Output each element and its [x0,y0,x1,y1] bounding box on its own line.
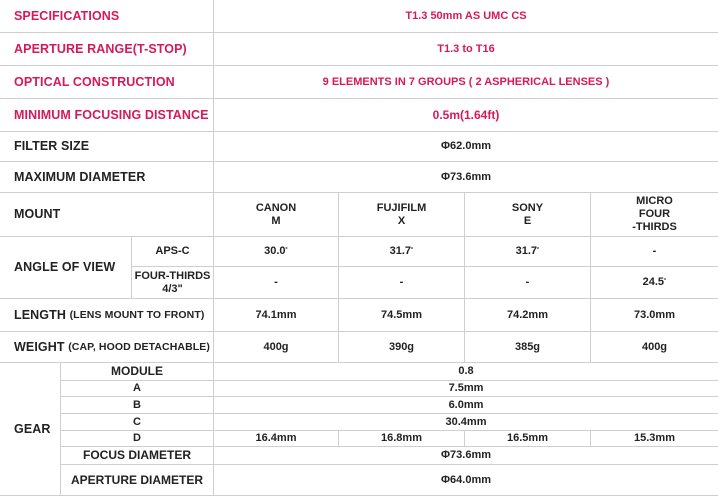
degree-mark: ˚ [285,248,288,255]
gear-module-value: 0.8 [458,365,474,377]
four-thirds-line: FOUR-THIRDS [134,269,211,282]
row-divider [0,495,718,496]
aov-apsc-fuji [339,237,464,266]
filter-size-value: Φ62.0mm [441,140,491,152]
aov-43-mft [591,267,718,298]
gear-d-canon: 16.4mm [255,432,297,444]
length-canon: 74.1mm [255,308,297,321]
focus-diameter-value: Φ73.6mm [441,449,491,461]
aov-apsc-sony [465,237,590,266]
degree-mark: ˚ [537,248,540,255]
aperture-range-label: APERTURE RANGE(T-STOP) [14,41,187,56]
specifications-label: SPECIFICATIONS [14,8,120,23]
degree-mark: ˚ [664,279,667,286]
weight-mft: 400g [641,340,668,353]
gear-d-label: D [133,432,141,444]
length-main: LENGTH [14,307,66,322]
min-focus-value: 0.5m(1.64ft) [432,107,500,122]
gear-c-label: C [133,415,141,428]
mount-sony-e [465,193,590,236]
length-mft: 73.0mm [634,308,675,321]
mount-micro-four-thirds [591,193,718,236]
aperture-diameter-value: Φ64.0mm [441,473,491,486]
mount-canon-m [214,193,338,236]
length-sub: (LENS MOUNT TO FRONT) [69,308,205,321]
aov-apsc-mft [591,237,718,266]
gear-a-value: 7.5mm [448,382,484,394]
aov-value: - [652,245,657,257]
weight-sony: 385g [514,340,541,353]
gear-b-value: 6.0mm [448,398,484,411]
aov-43-fuji [339,267,464,298]
max-diameter-label: MAXIMUM DIAMETER [14,169,146,184]
gear-d-fuji: 16.8mm [381,432,422,444]
gear-module-label: MODULE [111,364,163,378]
gear-label: GEAR [14,421,51,436]
mount-name: MICRO [636,195,673,207]
specifications-value: T1.3 50mm AS UMC CS [405,9,527,22]
mount-name: FUJIFILM [376,201,427,214]
mount-name: X [397,214,406,227]
mount-fujifilm-x [339,193,464,236]
aov-value: - [525,276,530,288]
gear-a-label: A [133,382,141,394]
aov-43-canon [214,267,338,298]
weight-fuji: 390g [388,340,415,353]
angle-of-view-label: ANGLE OF VIEW [14,260,116,274]
degree-mark: ˚ [411,248,414,255]
mount-name: FOUR [638,208,671,220]
gear-c-value: 30.4mm [445,415,487,428]
aov-value: 30.0 [264,245,286,257]
optical-construction-label: OPTICAL CONSTRUCTION [14,74,175,89]
weight-main: WEIGHT [14,339,65,354]
mount-name: CANON [255,201,297,214]
mount-label: MOUNT [14,207,61,221]
mount-name: -THIRDS [632,221,677,233]
gear-d-mft: 15.3mm [634,432,675,444]
max-diameter-value: Φ73.6mm [441,170,491,183]
focus-diameter-label: FOCUS DIAMETER [83,448,191,462]
weight-canon: 400g [263,340,289,353]
weight-sub: (CAP, HOOD DETACHABLE) [68,340,210,353]
gear-d-sony: 16.5mm [507,432,548,444]
length-fuji: 74.5mm [381,308,422,321]
aperture-range-value: T1.3 to T16 [437,42,495,55]
four-thirds-line: 4/3" [162,282,183,295]
aov-apsc-canon [214,237,338,266]
aov-value: 31.7 [389,245,412,257]
gear-b-label: B [133,398,141,411]
four-thirds-label [132,267,213,298]
min-focus-label: MINIMUM FOCUSING DISTANCE [14,107,209,122]
length-sony: 74.2mm [507,308,548,321]
length-label [14,299,204,331]
mount-name: M [271,214,281,227]
aov-43-sony [465,267,590,298]
mount-name: E [523,214,532,227]
aperture-diameter-label: APERTURE DIAMETER [70,472,203,487]
filter-size-label: FILTER SIZE [14,139,90,153]
aps-c-label: APS-C [155,245,190,257]
aov-value: 31.7 [515,245,538,257]
mount-name: SONY [511,201,544,214]
aov-value: - [399,276,404,288]
weight-label [14,332,210,362]
optical-construction-value: 9 ELEMENTS IN 7 GROUPS ( 2 ASPHERICAL LENSES ) [322,75,610,88]
aov-value: 24.5 [642,276,665,288]
aov-value: - [274,276,278,288]
